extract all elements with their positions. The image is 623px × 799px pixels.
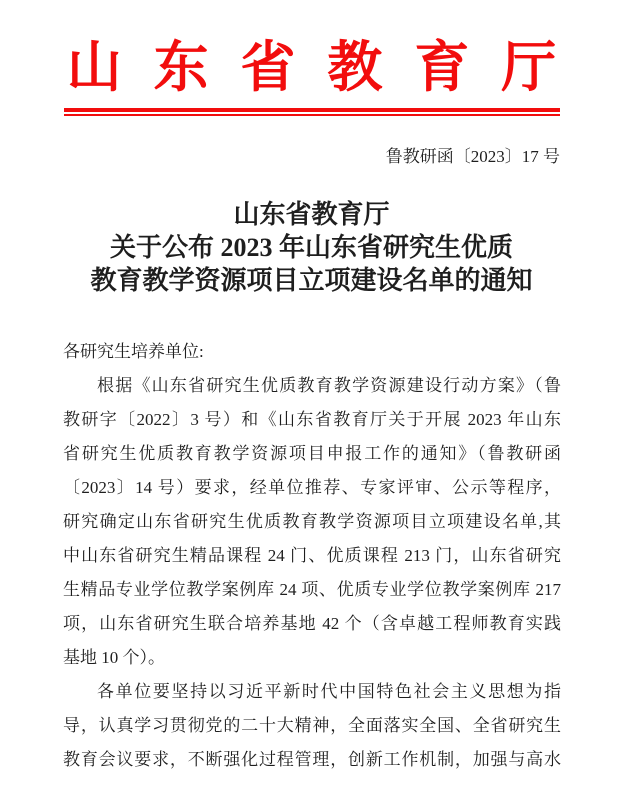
document-page xyxy=(0,36,623,799)
body-line: 省研究生优质教育教学资源项目申报工作的通知》（鲁教研函 xyxy=(63,444,561,464)
body-line: 研究确定山东省研究生优质教育教学资源项目立项建设名单,其 xyxy=(63,512,561,532)
letterhead-rule-thin xyxy=(64,114,560,116)
title-line: 教育教学资源项目立项建设名单的通知 xyxy=(90,266,533,296)
letterhead xyxy=(0,36,623,116)
document-body xyxy=(63,335,561,777)
agency-name: 山东省教育厅 xyxy=(66,37,589,98)
body-line: 〔2023〕14 号）要求，经单位推荐、专家评审、公示等程序， xyxy=(63,478,561,498)
body-line: 项，山东省研究生联合培养基地 42 个（含卓越工程师教育实践 xyxy=(63,614,561,634)
body-line: 基地 10 个）。 xyxy=(63,648,165,668)
letterhead-rule xyxy=(64,108,560,116)
body-line: 中山东省研究生精品课程 24 门、优质课程 213 门，山东省研究 xyxy=(63,546,561,566)
document-title xyxy=(0,198,623,297)
title-line: 山东省教育厅 xyxy=(233,200,390,230)
body-line: 教研字〔2022〕3 号）和《山东省教育厅关于开展 2023 年山东 xyxy=(63,410,561,430)
salutation: 各研究生培养单位: xyxy=(63,342,204,362)
body-line: 教育会议要求，不断强化过程管理，创新工作机制，加强与高水 xyxy=(63,750,561,770)
paragraph-2 xyxy=(63,675,561,777)
body-line: 导，认真学习贯彻党的二十大精神，全面落实全国、全省研究生 xyxy=(63,716,561,736)
body-line: 各单位要坚持以习近平新时代中国特色社会主义思想为指 xyxy=(97,682,561,702)
document-number: 鲁教研函〔2023〕17 号 xyxy=(385,147,560,167)
letterhead-rule-thick xyxy=(64,108,560,112)
body-line: 生精品专业学位教学案例库 24 项、优质专业学位教学案例库 217 xyxy=(63,580,561,600)
body-line: 根据《山东省研究生优质教育教学资源建设行动方案》（鲁 xyxy=(97,376,561,396)
paragraph-1 xyxy=(63,369,561,675)
title-line: 关于公布 2023 年山东省研究生优质 xyxy=(109,233,513,263)
